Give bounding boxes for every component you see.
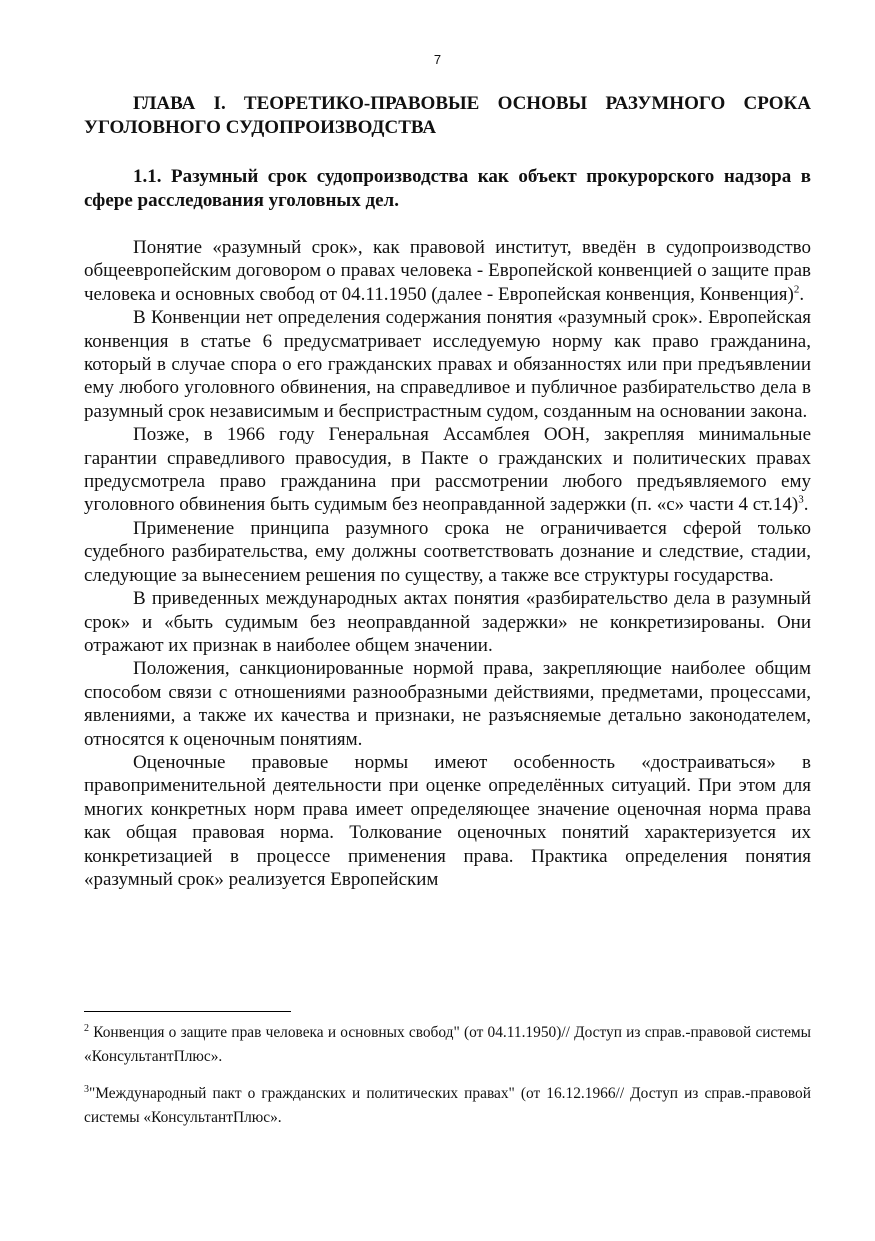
paragraph [84,236,811,306]
footnote-number: 2 [84,1022,89,1034]
paragraph-text: Применение принципа разумного срока не ограничивается сферой только судебного разбирательства, ему должны соответствовать дознание и следствие, стадии, следующие за вынесением решения по существу, а также все структуры государства. [84,517,811,586]
footnote-text: Конвенция о защите прав человека и основных свобод" (от 04.11.1950)// Доступ из справ.-правовой системы «КонсультантПлюс». [84,1024,811,1065]
paragraph-text: Позже, в 1966 году Генеральная Ассамблея ООН, закрепляя минимальные гарантии справедливого правосудия, в Пакте о гражданских и политических правах предусмотрела право гражданина при рассмотрении любого предъявляемого ему уголовного обвинения быть судимым без неоправданной задержки (п. «с» части 4 ст.14) [84,424,811,516]
section-title: 1.1. Разумный срок судопроизводства как объект прокурорского надзора в сфере расследования уголовных дел. [84,166,811,211]
page-number: 7 [433,52,442,67]
paragraph [84,587,811,657]
paragraph-text: Понятие «разумный срок», как правовой институт, введён в судопроизводство общеевропейским договором о правах человека - Европейской конвенцией о защите прав человека и основных свобод от 04.11.1950 (далее - Европейская конвенция, Конвенция) [84,237,811,305]
footnote-separator [84,1011,291,1012]
footnote-number: 3 [84,1083,89,1095]
footnote [84,1082,811,1130]
footnote-text: "Международный пакт о гражданских и политических правах" (от 16.12.1966// Доступ из справ.-правовой системы «КонсультантПлюс». [84,1085,811,1126]
footnotes [84,1021,811,1143]
document-body [84,92,811,891]
paragraph [84,751,811,891]
chapter-title: ГЛАВА I. ТЕОРЕТИКО-ПРАВОВЫЕ ОСНОВЫ РАЗУМНОГО СРОКА УГОЛОВНОГО СУДОПРОИЗВОДСТВА [84,93,811,138]
paragraph [84,517,811,587]
footnote [84,1021,811,1069]
paragraph-tail: . [803,494,809,516]
paragraph [84,306,811,423]
paragraph-text: Оценочные правовые нормы имеют особенность «достраиваться» в правоприменительной деятельности при оценке определённых ситуаций. При этом для многих конкретных норм права имеет определяющее значение оценочная норма права как общая правовая норма. Толкование оценочных понятий характеризуется их конкретизацией в процессе применения права. Практика определения понятия «разумный срок» реализуется Европейским [84,751,811,890]
paragraph [84,423,811,517]
footnote-reference[interactable]: 2 [793,283,800,296]
paragraph-text: Положения, санкционированные нормой права, закрепляющие наиболее общим способом связи с отношениями разнообразными действиями, предметами, процессами, явлениями, а также их качества и признаки, не разъясняемые детально законодателем, относятся к оценочным понятиям. [84,658,811,750]
paragraph-text: В Конвенции нет определения содержания понятия «разумный срок». Европейская конвенция в статье 6 предусматривает исследуемую норму как право гражданина, который в случае спора о его гражданских правах и обязанностях или при предъявлении ему любого уголовного обвинения, на справедливое и публичное разбирательство дела в разумный срок независимым и беспристрастным судом, созданным на основании закона. [84,307,811,422]
paragraph [84,657,811,751]
paragraph-text: В приведенных международных актах понятия «разбирательство дела в разумный срок» и «быть судимым без неоправданной задержки» не конкретизированы. Они отражают их признак в наиболее общем значении. [84,588,811,656]
paragraph-tail: . [799,283,805,305]
footnote-reference[interactable]: 3 [798,494,804,507]
